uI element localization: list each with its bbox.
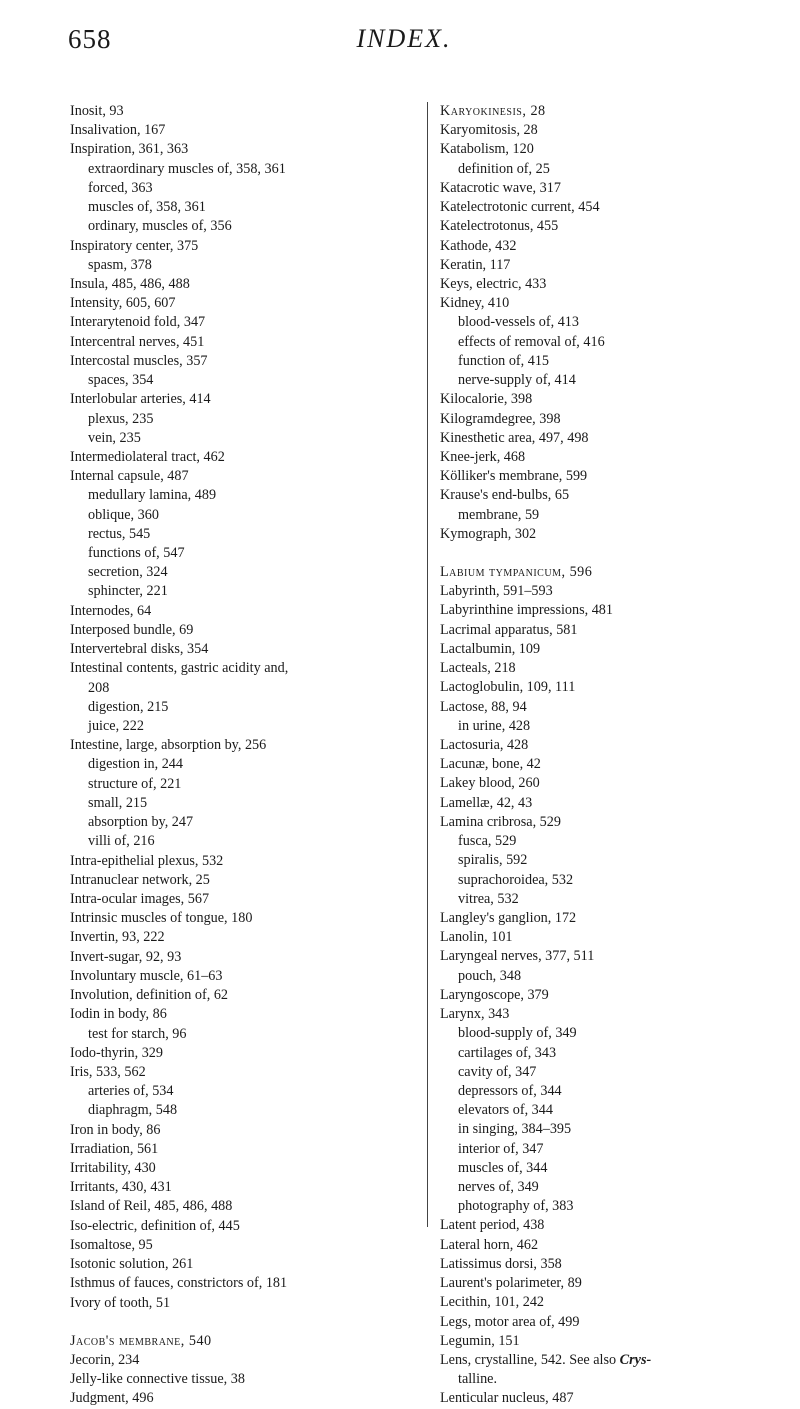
index-entry: Lactose, 88, 94	[440, 698, 527, 715]
section-gap	[440, 544, 760, 563]
index-entry: Intra-epithelial plexus, 532	[70, 852, 224, 869]
index-entry: Internodes, 64	[70, 602, 152, 619]
index-entry: Jacob's membrane, 540	[70, 1332, 212, 1349]
index-entry: Inosit, 93	[70, 103, 124, 119]
index-entry: Lactosuria, 428	[440, 737, 529, 753]
page-header	[68, 24, 740, 64]
index-entry: Isthmus of fauces, constrictors of, 181	[70, 1275, 288, 1292]
index-subentry: forced, 363	[88, 179, 153, 196]
index-subentry: medullary lamina, 489	[88, 487, 217, 504]
index-column-right	[427, 102, 760, 1407]
index-subentry: in singing, 384–395	[458, 1121, 572, 1138]
index-entry: Kilocalorie, 398	[440, 391, 533, 408]
index-entry: Katelectrotonus, 455	[440, 218, 559, 235]
index-entry: Intra-ocular images, 567	[70, 890, 210, 907]
index-subentry: spaces, 354	[88, 372, 154, 389]
index-subentry: definition of, 25	[458, 160, 550, 177]
index-entry: Judgment, 496	[70, 1390, 154, 1407]
index-entry: Iris, 533, 562	[70, 1063, 146, 1080]
index-subentry: vitrea, 532	[458, 890, 519, 907]
index-entry: Intervertebral disks, 354	[70, 641, 209, 658]
index-entry: Keratin, 117	[440, 256, 511, 273]
index-entry: Karyokinesis, 28	[440, 103, 546, 119]
index-subentry: in urine, 428	[458, 717, 531, 734]
index-subentry: extraordinary muscles of, 358, 361	[88, 160, 286, 177]
index-subentry: photography of, 383	[458, 1198, 574, 1215]
index-entry: Lenticular nucleus, 487	[440, 1390, 574, 1407]
index-subentry: nerves of, 349	[458, 1179, 539, 1196]
index-entry: Isomaltose, 95	[70, 1236, 153, 1253]
index-entry: Karyomitosis, 28	[440, 122, 538, 139]
index-subentry: 208	[88, 679, 110, 696]
index-entry: Kilogramdegree, 398	[440, 410, 561, 427]
index-entry: Invert-sugar, 92, 93	[70, 948, 182, 965]
index-subentry: sphincter, 221	[88, 583, 168, 600]
index-subentry: fusca, 529	[458, 833, 517, 850]
index-subentry: juice, 222	[88, 718, 144, 734]
index-entry: Lanolin, 101	[440, 929, 513, 946]
index-entry: Intensity, 605, 607	[70, 295, 176, 312]
index-entry: Intestinal contents, gastric acidity and,	[70, 660, 289, 677]
index-entry: Katabolism, 120	[440, 141, 534, 158]
index-entry: Lacrimal apparatus, 581	[440, 621, 578, 638]
index-entry: Lacteals, 218	[440, 660, 516, 677]
index-subentry: functions of, 547	[88, 545, 185, 562]
index-subentry: blood-supply of, 349	[458, 1025, 577, 1042]
index-subentry: talline.	[458, 1371, 498, 1388]
index-entry: Inspiratory center, 375	[70, 237, 199, 254]
index-entry: Laurent's polarimeter, 89	[440, 1275, 582, 1292]
index-entry: Isotonic solution, 261	[70, 1256, 194, 1273]
index-subentry: interior of, 347	[458, 1140, 544, 1157]
index-subentry: muscles of, 358, 361	[88, 199, 206, 216]
index-entry: Intrinsic muscles of tongue, 180	[70, 910, 253, 927]
index-subentry: secretion, 324	[88, 564, 168, 581]
index-entry: Intercostal muscles, 357	[70, 352, 208, 369]
index-entry: Knee-jerk, 468	[440, 448, 526, 465]
index-subentry: ordinary, muscles of, 356	[88, 218, 232, 235]
index-subentry: cavity of, 347	[458, 1063, 537, 1080]
page-number: 658	[68, 24, 112, 54]
index-entry: Keys, electric, 433	[440, 275, 547, 292]
index-entry: Irritability, 430	[70, 1160, 156, 1177]
index-subentry: muscles of, 344	[458, 1159, 548, 1176]
index-entry: Kymograph, 302	[440, 525, 537, 542]
index-entry: Langley's ganglion, 172	[440, 909, 577, 926]
index-subentry: spiralis, 592	[458, 852, 528, 869]
index-entry: Krause's end-bulbs, 65	[440, 487, 570, 504]
index-subentry: absorption by, 247	[88, 814, 194, 831]
index-subentry: membrane, 59	[458, 506, 540, 523]
index-entry: Intranuclear network, 25	[70, 871, 210, 888]
index-entry: Jecorin, 234	[70, 1352, 140, 1368]
index-entry: Interarytenoid fold, 347	[70, 314, 206, 331]
index-entry: Irradiation, 561	[70, 1140, 159, 1157]
index-subentry: structure of, 221	[88, 775, 182, 792]
index-entry: Interposed bundle, 69	[70, 621, 194, 638]
index-entry: Iso-electric, definition of, 445	[70, 1217, 240, 1234]
index-entry: Ivory of tooth, 51	[70, 1294, 171, 1311]
index-entry: Irritants, 430, 431	[70, 1179, 172, 1196]
index-entry: Latissimus dorsi, 358	[440, 1255, 562, 1272]
index-entry: Intercentral nerves, 451	[70, 333, 205, 350]
index-entry: Lateral horn, 462	[440, 1236, 539, 1253]
index-subentry: small, 215	[88, 794, 148, 811]
index-entry: Kathode, 432	[440, 237, 517, 254]
index-entry: Laryngeal nerves, 377, 511	[440, 948, 595, 965]
index-entry: Lecithin, 101, 242	[440, 1294, 545, 1311]
section-gap	[70, 1313, 405, 1332]
index-entry: Lactalbumin, 109	[440, 640, 541, 657]
index-entry: Larynx, 343	[440, 1006, 510, 1023]
index-entry: Intermediolateral tract, 462	[70, 448, 225, 465]
index-entry: Interlobular arteries, 414	[70, 391, 211, 408]
index-entry: Intestine, large, absorption by, 256	[70, 737, 267, 754]
index-subentry: cartilages of, 343	[458, 1044, 557, 1061]
index-entry: Kidney, 410	[440, 295, 510, 312]
index-entry: Latent period, 438	[440, 1217, 545, 1234]
index-entry: Internal capsule, 487	[70, 468, 189, 485]
index-subentry: rectus, 545	[88, 525, 151, 542]
index-entry: Kölliker's membrane, 599	[440, 468, 588, 485]
index-entry: Labyrinth, 591–593	[440, 583, 553, 600]
index-entry: Legs, motor area of, 499	[440, 1313, 580, 1330]
cross-reference: Crys-	[619, 1352, 652, 1368]
index-entry: Insula, 485, 486, 488	[70, 275, 190, 292]
index-subentry: villi of, 216	[88, 833, 155, 850]
index-entry: Iodin in body, 86	[70, 1006, 167, 1023]
index-subentry: function of, 415	[458, 352, 550, 369]
index-column-left	[70, 102, 405, 1409]
index-entry: Labium tympanicum, 596	[440, 564, 593, 581]
index-subentry: effects of removal of, 416	[458, 333, 605, 350]
index-subentry: depressors of, 344	[458, 1082, 562, 1099]
index-subentry: plexus, 235	[88, 410, 154, 427]
index-subentry: vein, 235	[88, 429, 141, 446]
index-subentry: nerve-supply of, 414	[458, 372, 576, 389]
index-subentry: blood-vessels of, 413	[458, 314, 579, 331]
index-entry: Legumin, 151	[440, 1332, 520, 1349]
index-subentry: pouch, 348	[458, 967, 522, 984]
index-subentry: oblique, 360	[88, 506, 159, 523]
index-subentry: elevators of, 344	[458, 1102, 553, 1119]
index-entry: Katelectrotonic current, 454	[440, 199, 600, 216]
index-entry: Jelly-like connective tissue, 38	[70, 1371, 245, 1388]
index-subentry: diaphragm, 548	[88, 1102, 178, 1119]
index-entry: Iodo-thyrin, 329	[70, 1044, 163, 1061]
index-entry: Insalivation, 167	[70, 122, 166, 139]
index-subentry: test for starch, 96	[88, 1025, 187, 1042]
index-subentry: arteries of, 534	[88, 1083, 174, 1100]
index-entry: Lamellæ, 42, 43	[440, 794, 533, 811]
index-entry: Lakey blood, 260	[440, 775, 540, 792]
index-entry: Involuntary muscle, 61–63	[70, 967, 223, 984]
index-subentry: suprachoroidea, 532	[458, 871, 574, 888]
index-entry: Katacrotic wave, 317	[440, 179, 561, 196]
index-entry: Lens, crystalline, 542. See also Crys-	[440, 1352, 652, 1368]
index-entry: Laryngoscope, 379	[440, 986, 549, 1003]
index-entry: Lamina cribrosa, 529	[440, 813, 561, 830]
index-entry: Labyrinthine impressions, 481	[440, 602, 613, 619]
index-entry: Iron in body, 86	[70, 1121, 161, 1138]
index-entry: Involution, definition of, 62	[70, 987, 229, 1004]
index-entry: Lactoglobulin, 109, 111	[440, 679, 576, 696]
index-entry: Inspiration, 361, 363	[70, 141, 189, 158]
index-subentry: digestion in, 244	[88, 756, 183, 773]
running-head: INDEX.	[356, 24, 452, 53]
index-entry: Lacunæ, bone, 42	[440, 756, 541, 773]
index-entry: Invertin, 93, 222	[70, 929, 165, 946]
index-entry: Island of Reil, 485, 486, 488	[70, 1198, 233, 1215]
index-entry: Kinesthetic area, 497, 498	[440, 429, 589, 446]
index-subentry: spasm, 378	[88, 256, 152, 273]
index-subentry: digestion, 215	[88, 698, 169, 715]
